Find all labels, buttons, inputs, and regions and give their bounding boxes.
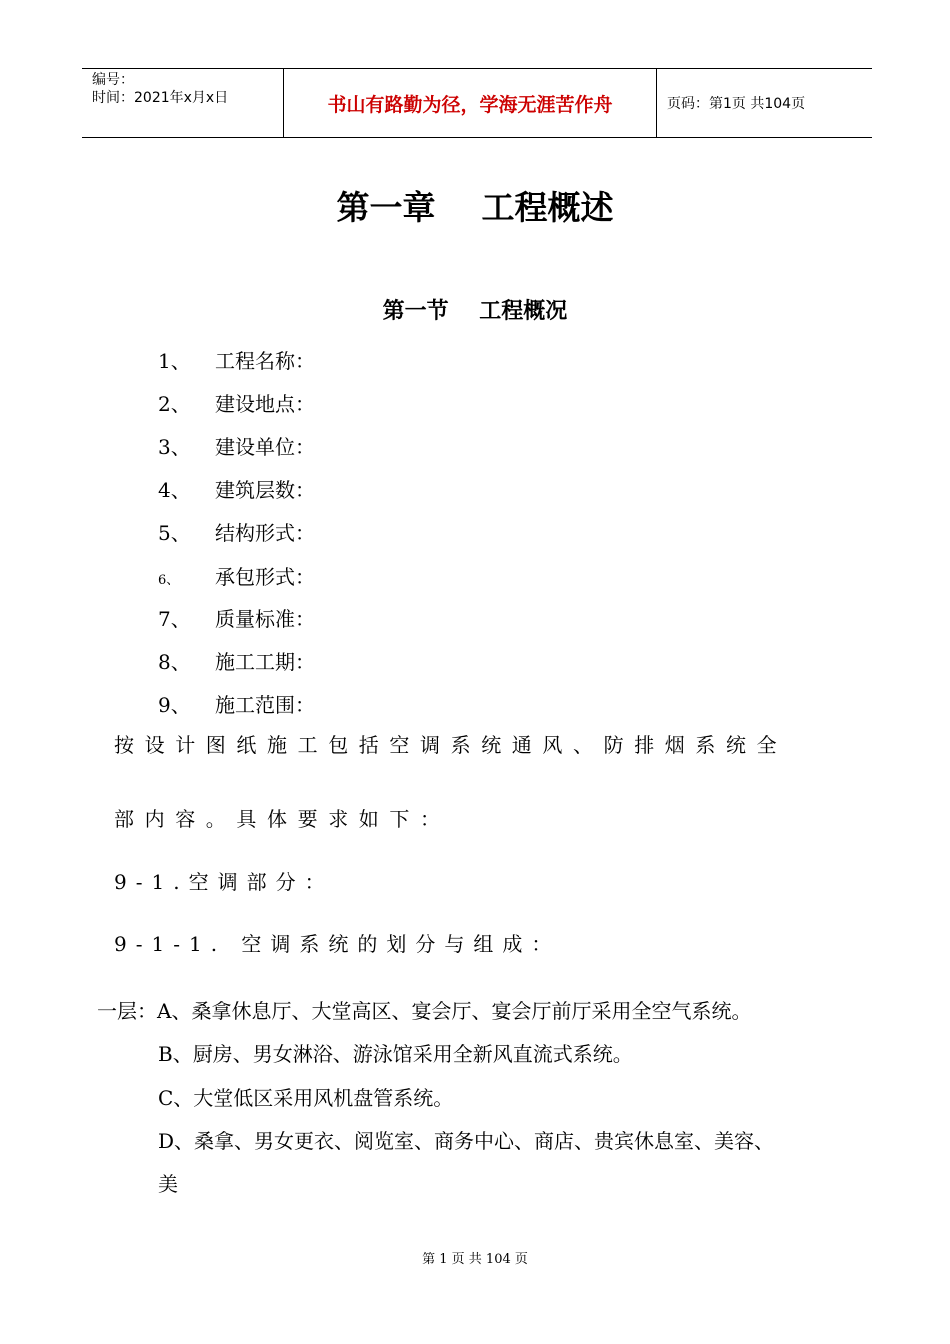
- floor-line-a: 一层：A、桑拿休息厅、大堂高区、宴会厅、宴会厅前厅采用全空气系统。: [97, 999, 752, 1023]
- document-header: [82, 68, 872, 138]
- number-label: 编号：: [92, 72, 134, 88]
- item-label: 建筑层数：: [215, 478, 315, 502]
- floor-line-d: D、桑拿、男女更衣、阅览室、商务中心、商店、贵宾休息室、美容、: [158, 1129, 775, 1153]
- item-label: 结构形式：: [215, 521, 315, 545]
- item-number: 7、: [158, 607, 191, 631]
- sub-heading-2: 9-1-1. 空调系统的划分与组成：: [114, 932, 561, 956]
- page-footer: 第 1 页 共 104 页: [422, 1252, 528, 1267]
- item-label: 质量标准：: [215, 607, 315, 631]
- floor-line-b: B、厨房、男女淋浴、游泳馆采用全新风直流式系统。: [158, 1042, 633, 1066]
- scope-line-2: 部内容。具体要求如下：: [114, 807, 451, 831]
- item-label: 建设单位：: [215, 435, 315, 459]
- item-number: 4、: [158, 478, 191, 502]
- sub-heading-1: 9-1.空调部分：: [114, 870, 334, 894]
- item-number: 5、: [158, 521, 191, 545]
- item-number: 1、: [158, 349, 191, 373]
- header-motto: 书山有路勤为径，学海无涯苦作舟: [284, 69, 657, 137]
- item-label: 承包形式：: [215, 565, 315, 589]
- item-number: 2、: [158, 392, 191, 416]
- item-label: 工程名称：: [215, 349, 315, 373]
- section-title: 第一节 工程概况: [382, 299, 568, 324]
- floor-line-c: C、大堂低区采用风机盘管系统。: [158, 1086, 454, 1110]
- item-label: 施工范围：: [215, 693, 315, 717]
- time-label: 时间：2021年x月x日: [92, 90, 229, 106]
- item-number: 3、: [158, 435, 191, 459]
- item-number: 9、: [158, 693, 191, 717]
- item-label: 建设地点：: [215, 392, 315, 416]
- floor-line-d-continued: 美: [158, 1172, 178, 1196]
- item-number: 6、: [158, 573, 180, 588]
- header-page-info: 页码：第1页 共104页: [667, 96, 806, 112]
- chapter-title: 第一章 工程概述: [336, 188, 614, 227]
- header-meta: [82, 69, 284, 137]
- item-number: 8、: [158, 650, 191, 674]
- item-label: 施工工期：: [215, 650, 315, 674]
- scope-line-1: 按设计图纸施工包括空调系统通风、防排烟系统全: [114, 733, 788, 757]
